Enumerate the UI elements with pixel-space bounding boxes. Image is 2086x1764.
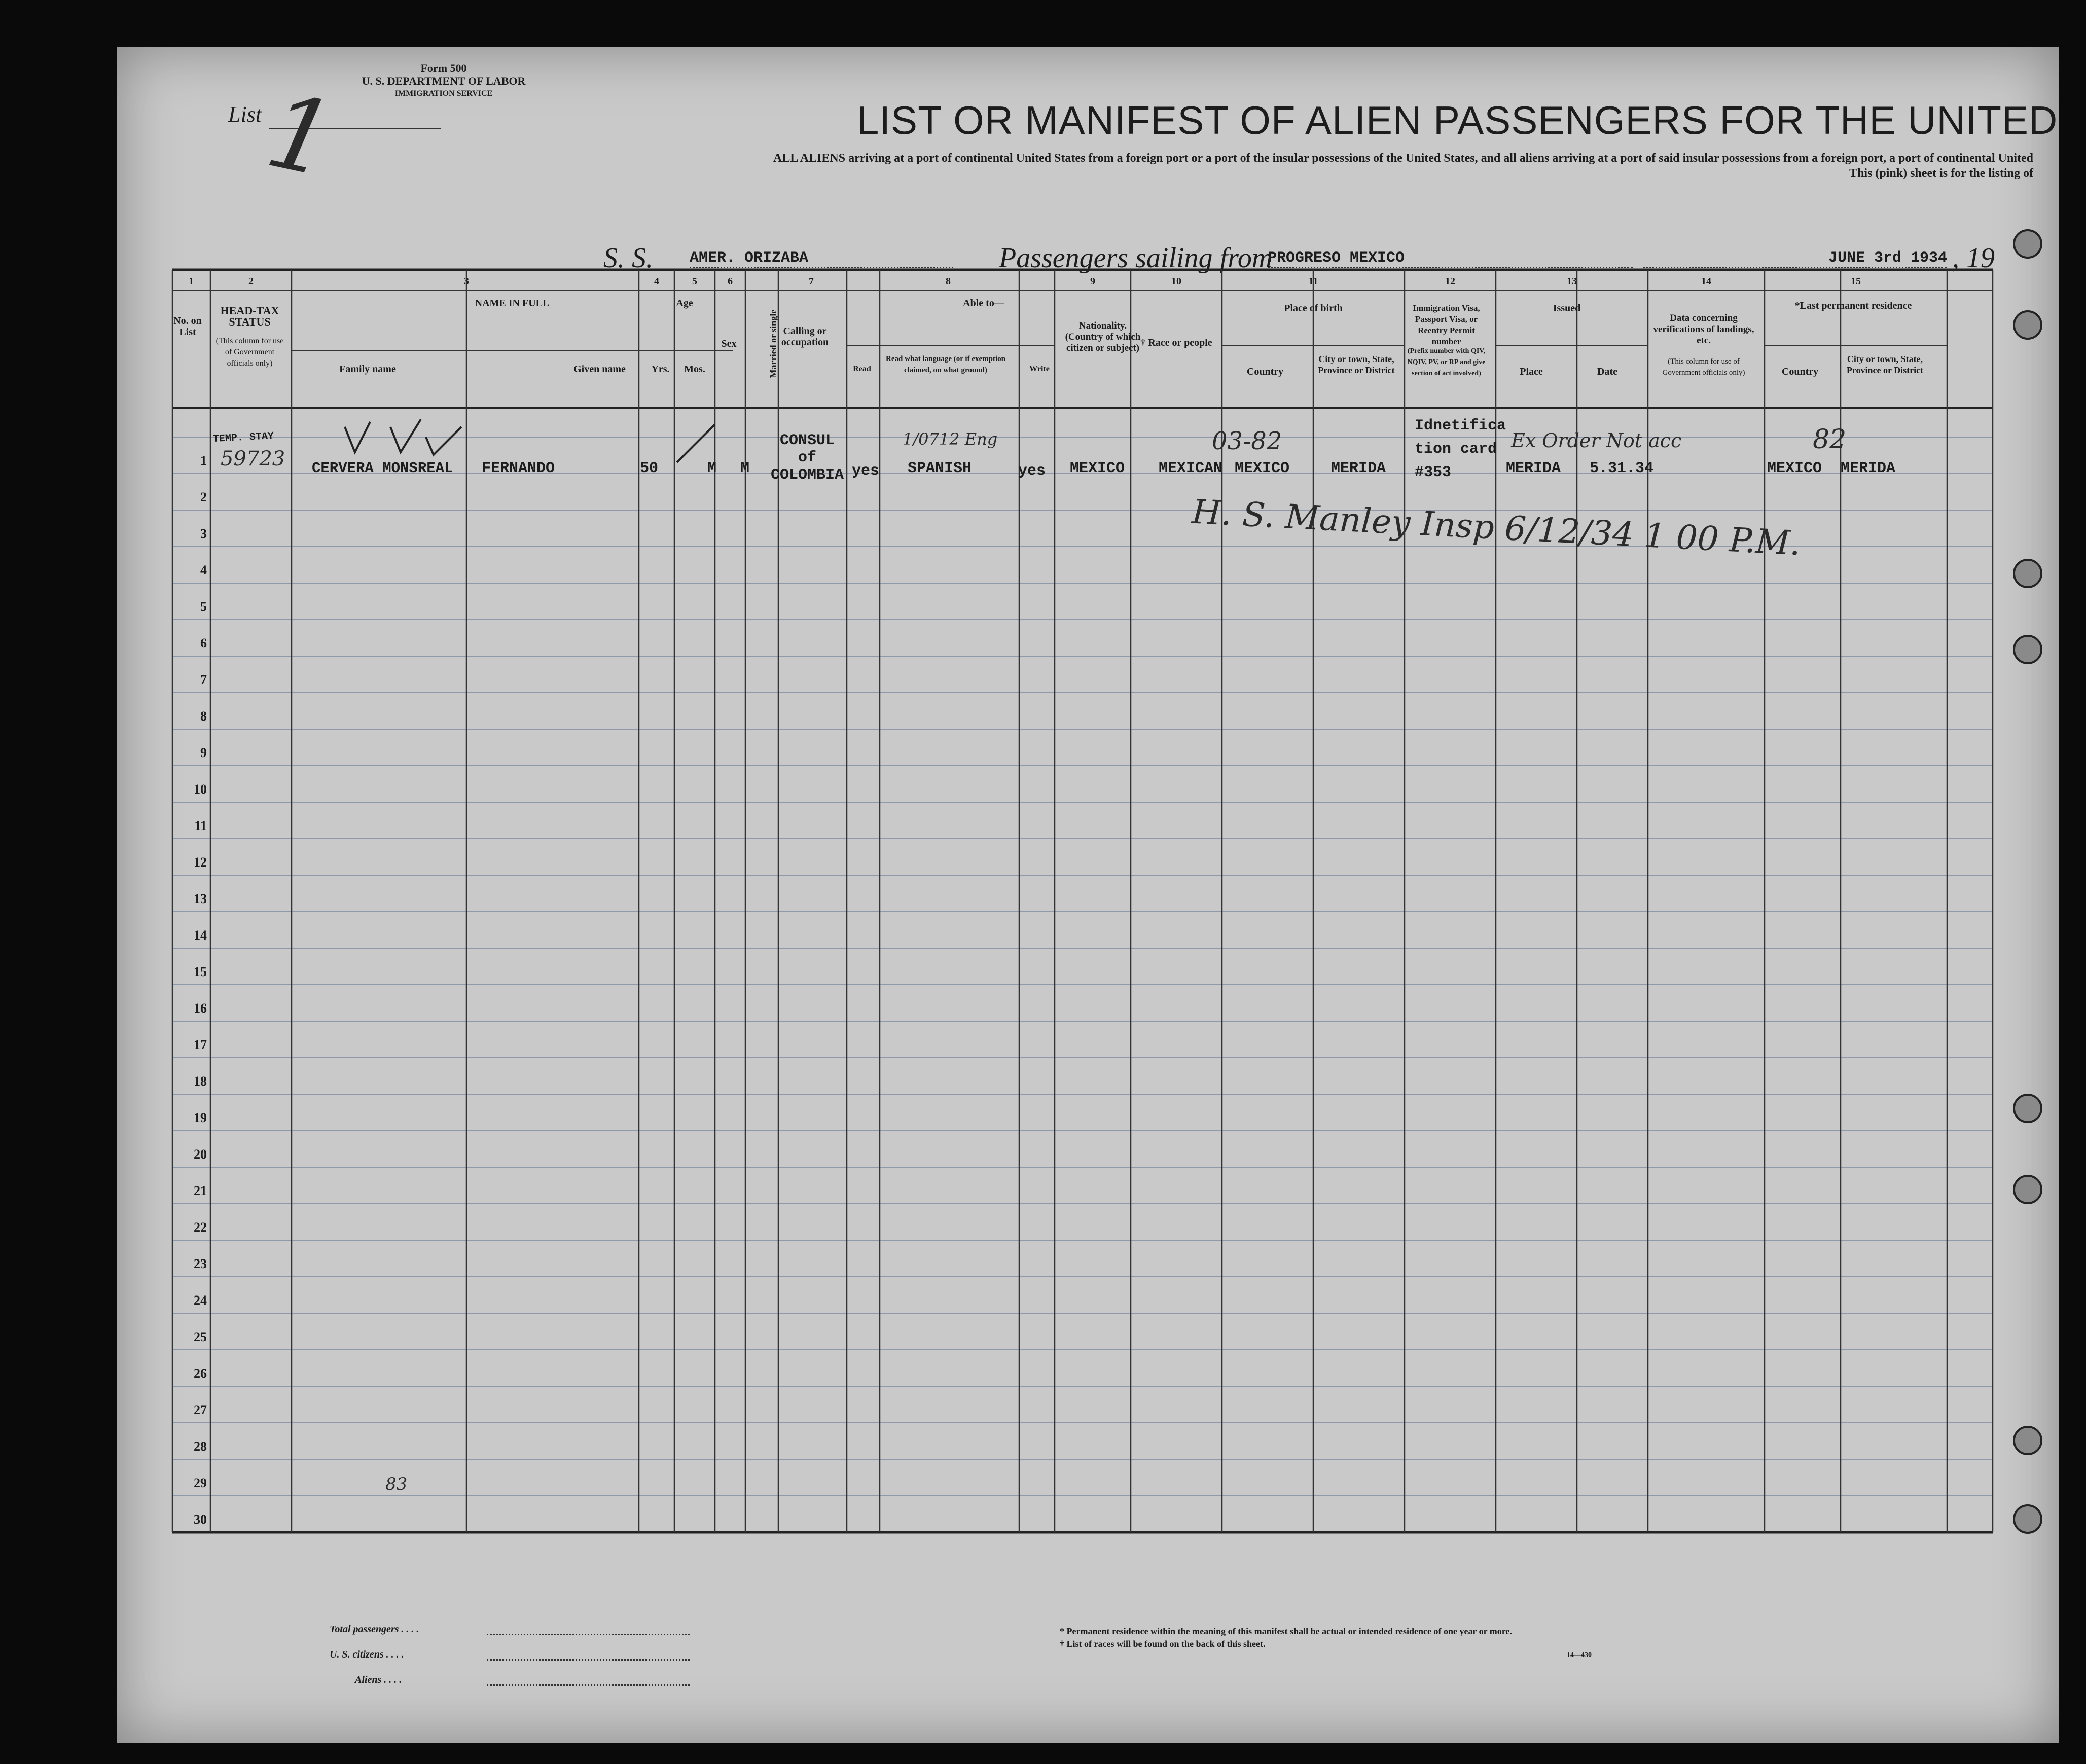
print-code: 14—430 (1567, 1651, 1592, 1659)
row-number: 11 (194, 818, 207, 834)
binder-hole-icon (2013, 1094, 2042, 1123)
sex-cell: M (707, 460, 717, 477)
list-label: List (228, 102, 262, 127)
footnote-residence: * Permanent residence within the meaning of this manifest shall be actual or intended residence of one year or more. (1060, 1626, 1512, 1636)
binder-hole-icon (2013, 1504, 2042, 1534)
row-number: 20 (194, 1147, 207, 1162)
row-number: 23 (194, 1256, 207, 1272)
column-number: 12 (1445, 276, 1455, 287)
page-mark: 83 (385, 1474, 408, 1494)
us-citizens-line (487, 1659, 690, 1661)
binder-hole-icon (2013, 229, 2042, 259)
form-number: Form 500 (420, 62, 467, 75)
header-res-country: Country (1781, 366, 1819, 377)
header-read: Read (853, 365, 871, 373)
row-number: 13 (194, 891, 207, 907)
column-number: 11 (1308, 276, 1318, 287)
header-given-name: Given name (573, 364, 626, 375)
header-verification-note: (This column for use of Government officials only) (1662, 357, 1745, 377)
manifest-sheet (117, 47, 2059, 1743)
head-tax-number: 59723 (221, 447, 285, 471)
sailing-label: Passengers sailing from (999, 242, 1273, 274)
column-number: 13 (1567, 276, 1577, 287)
binder-hole-icon (2013, 310, 2042, 340)
write-cell: yes (1018, 462, 1046, 480)
subtitle-line-1: ALL ALIENS arriving at a port of continental United States from a foreign port or a port of the insular possessions of the United States, and all aliens arriving at a port of said insular possessions from a foreign port, a port of continental United (773, 152, 2033, 165)
subtitle-line-2: This (pink) sheet is for the listing of (1849, 167, 2033, 180)
binder-hole-icon (2013, 1175, 2042, 1204)
column-number: 10 (1171, 276, 1181, 287)
header-able-to: Able to— (963, 298, 1004, 309)
language-note: 1/0712 Eng (903, 429, 998, 449)
visa-line-2: tion card (1415, 441, 1497, 458)
header-name-in-full: NAME IN FULL (475, 298, 550, 309)
issued-date-cell: 5.31.34 (1590, 460, 1654, 477)
port-name: PROGRESO MEXICO (1268, 249, 1633, 268)
married-cell: M (740, 460, 750, 477)
header-issued-place: Place (1520, 366, 1543, 377)
visa-line-3: #353 (1415, 464, 1452, 481)
given-name-cell: FERNANDO (482, 460, 555, 477)
row-number: 4 (200, 563, 207, 578)
row-number: 1 (200, 453, 207, 469)
header-race: † Race or people (1140, 337, 1212, 348)
header-issued-date: Date (1597, 366, 1617, 377)
header-head-tax: HEAD-TAX STATUS (220, 304, 279, 328)
year-label: , 19 (1952, 242, 1995, 274)
row-number: 17 (194, 1037, 207, 1053)
row-number: 7 (200, 672, 207, 688)
race-cell: MEXICAN (1159, 460, 1223, 477)
header-age-yrs: Yrs. (651, 364, 670, 375)
row-number: 30 (194, 1512, 207, 1527)
aliens-line (487, 1684, 690, 1686)
header-no-on-list: No. on List (173, 315, 202, 338)
header-verification: Data concerning verifications of landings, etc. (1653, 313, 1754, 346)
binder-hole-icon (2013, 559, 2042, 588)
occupation-line-2: of (798, 449, 817, 466)
row-number: 9 (200, 745, 207, 761)
footnote-races: † List of races will be found on the back of this sheet. (1060, 1639, 1266, 1649)
column-number: 15 (1851, 276, 1861, 287)
binder-hole-icon (2013, 635, 2042, 664)
occupation-line-3: COLOMBIA (771, 466, 844, 484)
header-age: Age (676, 298, 693, 309)
birth-country-cell: MEXICO (1235, 460, 1290, 477)
res-country-cell: MEXICO (1767, 460, 1822, 477)
row-number: 10 (194, 782, 207, 797)
header-visa: Immigration Visa, Passport Visa, or Reentry Permit number (1413, 303, 1480, 346)
sailing-date: JUNE 3rd 1934 (1643, 249, 1947, 268)
occupation-line-1: CONSUL (780, 432, 835, 449)
inspector-signature: H. S. Manley Insp 6/12/34 1 00 P.M. (1191, 492, 1802, 563)
residence-note: 82 (1813, 424, 1847, 455)
row-number: 22 (194, 1220, 207, 1235)
header-write: Write (1029, 365, 1050, 373)
header-head-tax-note: (This column for use of Government officials only) (215, 337, 284, 368)
birth-city-cell: MERIDA (1331, 460, 1386, 477)
list-number: 1 (257, 71, 345, 201)
check-mark-icon (345, 422, 370, 452)
column-number: 1 (189, 276, 194, 287)
column-number: 7 (809, 276, 814, 287)
column-number: 5 (692, 276, 697, 287)
row-number: 19 (194, 1110, 207, 1126)
row-number: 25 (194, 1329, 207, 1345)
read-cell: yes (852, 462, 880, 480)
language-cell: SPANISH (908, 460, 972, 477)
row-number: 21 (194, 1183, 207, 1199)
column-number: 4 (654, 276, 659, 287)
birth-note: 03-82 (1212, 427, 1282, 455)
row-number: 5 (200, 599, 207, 615)
header-sex: Sex (721, 338, 737, 349)
family-name-cell: CERVERA MONSREAL (312, 460, 453, 477)
header-family-name: Family name (339, 364, 396, 375)
row-number: 24 (194, 1293, 207, 1308)
header-birth-city: City or town, State, Province or District (1318, 354, 1395, 375)
header-issued: Issued (1553, 303, 1581, 314)
row-number: 27 (194, 1402, 207, 1418)
us-citizens-label: U. S. citizens . . . . (330, 1649, 404, 1660)
age-yrs-cell: 50 (640, 460, 659, 477)
issued-note: Ex Order Not acc (1511, 429, 1682, 452)
ss-label: S. S. (603, 242, 653, 274)
column-number: 6 (728, 276, 733, 287)
header-read-language: Read what language (or if exemption claimed, on what ground) (886, 355, 1005, 374)
column-number: 8 (946, 276, 951, 287)
column-number: 14 (1701, 276, 1711, 287)
aliens-label: Aliens . . . . (355, 1674, 402, 1685)
row-number: 16 (194, 1001, 207, 1016)
header-nationality: Nationality. (Country of which citizen or subject) (1065, 320, 1141, 353)
row-number: 15 (194, 964, 207, 980)
row-number: 3 (200, 526, 207, 542)
header-age-mos: Mos. (684, 364, 705, 375)
service-name: IMMIGRATION SERVICE (394, 89, 493, 98)
check-marks (117, 47, 2059, 1743)
row-number: 28 (194, 1439, 207, 1454)
row-number: 12 (194, 855, 207, 870)
column-number: 3 (464, 276, 469, 287)
row-number: 26 (194, 1366, 207, 1381)
visa-line-1: Idnetifica (1415, 417, 1506, 435)
header-place-of-birth: Place of birth (1284, 303, 1343, 314)
issued-place-cell: MERIDA (1506, 460, 1561, 477)
total-passengers-line (487, 1634, 690, 1635)
nationality-cell: MEXICO (1070, 460, 1125, 477)
check-mark-icon (426, 427, 461, 455)
res-city-cell: MERIDA (1841, 460, 1896, 477)
ship-name: AMER. ORIZABA (690, 249, 953, 268)
head-tax-stamp: TEMP. STAY (212, 430, 274, 446)
column-number: 2 (248, 276, 254, 287)
department-name: U. S. DEPARTMENT OF LABOR (362, 75, 526, 87)
row-number: 14 (194, 928, 207, 943)
header-birth-country: Country (1246, 366, 1284, 377)
header-last-residence: *Last permanent residence (1794, 300, 1912, 311)
header-calling: Calling or occupation (781, 326, 829, 348)
row-number: 8 (200, 709, 207, 724)
column-number: 9 (1090, 276, 1095, 287)
row-number: 29 (194, 1475, 207, 1491)
check-mark-icon (390, 419, 421, 452)
binder-hole-icon (2013, 1426, 2042, 1455)
header-visa-note: (Prefix number with QIV, NQIV, PV, or RP and give section of act involved) (1407, 347, 1486, 377)
check-mark-icon (677, 424, 715, 462)
header-married: Married or single (768, 309, 778, 378)
total-passengers-label: Total passengers . . . . (330, 1624, 419, 1635)
row-number: 2 (200, 490, 207, 505)
page-title: LIST OR MANIFEST OF ALIEN PASSENGERS FOR THE UNITED (857, 98, 2058, 142)
row-number: 18 (194, 1074, 207, 1089)
header-res-city: City or town, State, Province or District (1846, 354, 1924, 375)
row-number: 6 (200, 636, 207, 651)
